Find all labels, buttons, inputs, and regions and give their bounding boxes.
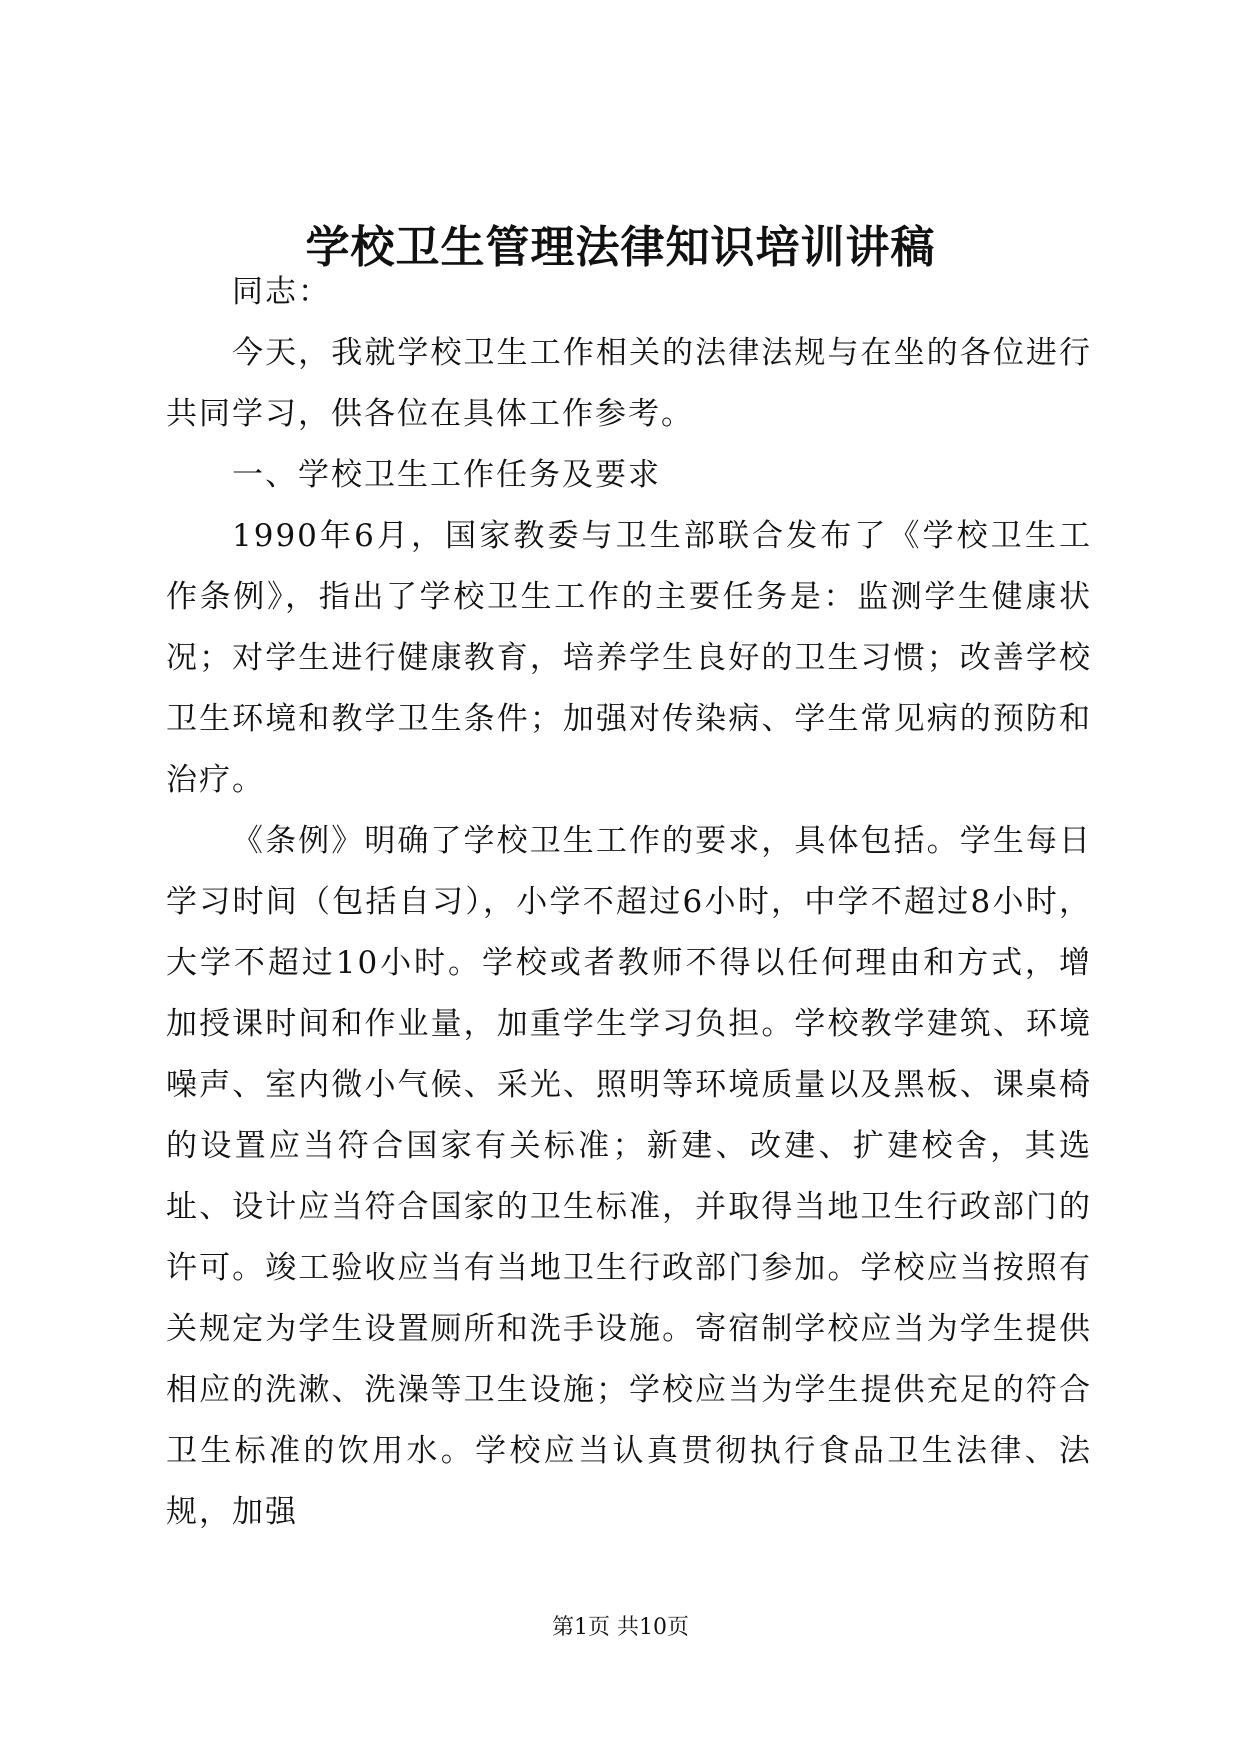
paragraph-requirements: 《条例》明确了学校卫生工作的要求，具体包括。学生每日学习时间（包括自习），小学不超过6小时，中学不超过8小时，大学不超过10小时。学校或者教师不得以任何理由和方式，增加授课时间和作业量，加重学生学习负担。学校教学建筑、环境噪声、室内微小气候、采光、照明等环境质量以及黑板、课桌椅的设置应当符合国家有关标准；新建、改建、扩建校舍，其选址、设计应当符合国家的卫生标准，并取得当地卫生行政部门的许可。竣工验收应当有当地卫生行政部门参加。学校应当按照有关规定为学生设置厕所和洗手设施。寄宿制学校应当为学生提供相应的洗漱、洗澡等卫生设施；学校应当为学生提供充足的符合卫生标准的饮用水。学校应当认真贯彻执行食品卫生法律、法规，加强 [166, 823, 1092, 1530]
paragraph-regulation: 1990年6月，国家教委与卫生部联合发布了《学校卫生工作条例》，指出了学校卫生工作的主要任务是：监测学生健康状况；对学生进行健康教育，培养学生良好的卫生习惯；改善学校卫生环境和教学卫生条件；加强对传染病、学生常见病的预防和治疗。 [166, 518, 1092, 798]
section-heading: 一、学校卫生工作任务及要求 [232, 457, 661, 493]
document-title: 学校卫生管理法律知识培训讲稿 [305, 222, 936, 273]
paragraph-intro: 今天，我就学校卫生工作相关的法律法规与在坐的各位进行共同学习，供各位在具体工作参考。 [166, 335, 1092, 432]
page-footer: 第1页 共10页 [552, 1615, 689, 1640]
document-body [166, 262, 1092, 1543]
salutation: 同志： [232, 274, 331, 310]
